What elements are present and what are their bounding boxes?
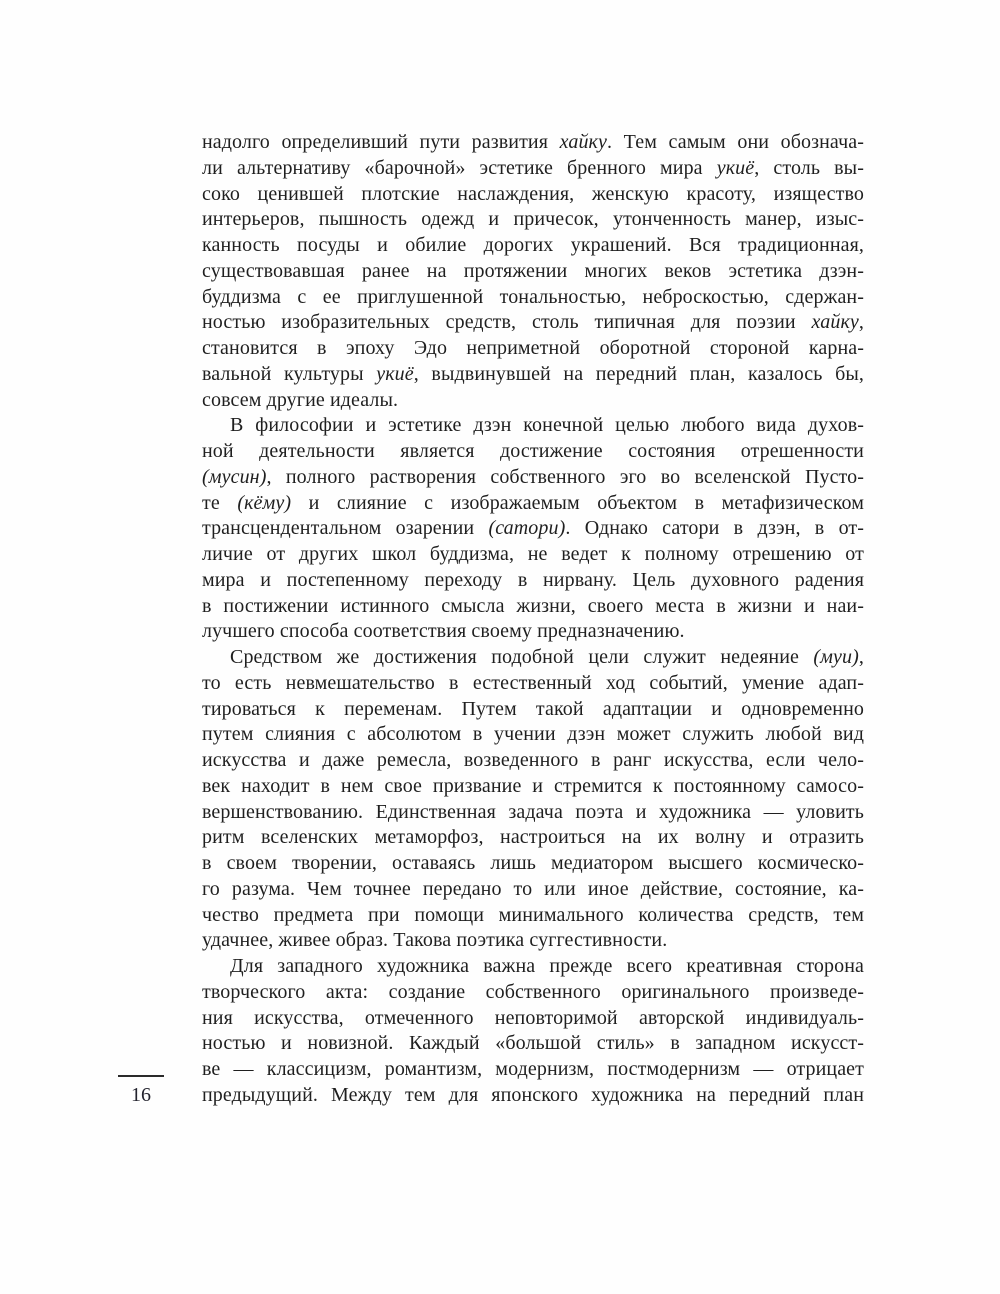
italic-term: укиё <box>716 156 755 179</box>
text-segment: ния искусства, отмеченного неповторимой авторской индивидуаль- <box>202 1006 864 1029</box>
text-segment: личие от других школ буддизма, не ведет к полному отрешению от <box>202 543 864 565</box>
text-segment: буддизма с ее приглушенной тональностью, неброскостью, сдержан- <box>202 285 864 308</box>
text-segment: ритм вселенских метаморфоз, настроиться на их волну и отразить <box>202 826 864 849</box>
italic-term: (мусин) <box>202 465 267 488</box>
text-segment: творческого акта: создание собственного оригинального произведе- <box>202 980 864 1003</box>
text-line <box>202 156 864 182</box>
text-segment: го разума. Чем точнее передано то или иное действие, состояние, ка- <box>202 877 864 900</box>
text-segment: надолго определивший пути развития <box>202 131 560 153</box>
text-line <box>202 980 864 1006</box>
text-line <box>202 774 864 800</box>
text-line <box>202 388 864 414</box>
text-segment: канность посуды и обилие дорогих украшений. Вся традиционная, <box>202 234 864 256</box>
text-segment: в постижении истинного смысла жизни, своего места в жизни и наи- <box>202 594 864 617</box>
text-line <box>202 259 864 285</box>
text-line <box>202 877 864 903</box>
text-segment: становится в эпоху Эдо неприметной оборотной стороной карна- <box>202 337 864 359</box>
text-line <box>202 671 864 697</box>
text-segment: ностью и новизной. Каждый «большой стиль» в западном искусст- <box>202 1032 864 1055</box>
text-segment: вершенствованию. Единственная задача поэта и художника — уловить <box>202 800 864 823</box>
text-segment: век находит в нем свое призвание и стремится к постоянному самосо- <box>202 774 864 797</box>
text-line <box>202 413 864 439</box>
text-line <box>202 336 864 362</box>
text-line <box>202 1083 864 1109</box>
text-segment: тироваться к переменам. Путем такой адаптации и одновременно <box>202 697 864 720</box>
text-line <box>202 310 864 336</box>
text-line <box>202 954 864 980</box>
text-segment: , выдвинувшей на передний план, казалось бы, <box>413 362 864 385</box>
text-line <box>202 1031 864 1057</box>
text-segment: совсем другие идеалы. <box>202 388 399 411</box>
text-line <box>202 851 864 877</box>
text-line <box>202 465 864 491</box>
text-segment: , <box>858 311 864 334</box>
italic-term: хайку <box>811 311 859 334</box>
text-line <box>202 233 864 259</box>
text-segment: и слияние с изображаемым объектом в метафизическом <box>291 491 864 514</box>
text-line <box>202 1006 864 1032</box>
text-segment: соко ценившей плотские наслаждения, женскую красоту, изящество <box>202 182 864 205</box>
text-line <box>202 594 864 620</box>
text-line <box>202 439 864 465</box>
text-segment: , полного растворения собственного эго во вселенской Пусто- <box>266 465 864 488</box>
text-line <box>202 722 864 748</box>
text-segment: то есть невмешательство в естественный ход событий, умение адап- <box>202 671 864 694</box>
text-segment: искусства и даже ремесла, возведенного в ранг искусства, если чело- <box>202 749 864 771</box>
text-line <box>202 130 864 156</box>
text-segment: ностью изобразительных средств, столь типичная для поэзии <box>202 311 812 334</box>
text-line <box>202 825 864 851</box>
italic-term: (кёму) <box>237 491 292 514</box>
text-segment: . Однако сатори в дзэн, в от- <box>565 517 864 540</box>
text-segment: ной деятельности является достижение состояния отрешенности <box>202 440 864 462</box>
text-line <box>202 619 864 645</box>
text-block <box>202 130 864 1109</box>
text-segment: Средством же достижения подобной цели служит недеяние <box>230 646 814 668</box>
text-segment: предыдущий. Между тем для японского художника на передний план <box>202 1083 864 1106</box>
text-line <box>202 362 864 388</box>
text-segment: в своем творении, оставаясь лишь медиатором высшего космическо- <box>202 852 864 874</box>
page-number-block <box>116 1075 166 1106</box>
text-line <box>202 491 864 517</box>
text-line <box>202 182 864 208</box>
text-segment: . Тем самым они обознача- <box>606 131 864 153</box>
text-segment: , столь вы- <box>754 156 864 179</box>
text-segment: Для западного художника важна прежде всего креативная сторона <box>230 955 864 977</box>
text-line <box>202 1057 864 1083</box>
text-segment: В философии и эстетике дзэн конечной целью любого вида духов- <box>230 414 864 437</box>
page-number: 16 <box>131 1084 151 1106</box>
text-segment: ве — классицизм, романтизм, модернизм, постмодернизм — отрицает <box>202 1058 864 1080</box>
text-line <box>202 568 864 594</box>
text-line <box>202 285 864 311</box>
text-line <box>202 697 864 723</box>
text-line <box>202 748 864 774</box>
text-segment: , <box>858 646 864 668</box>
italic-term: (муи) <box>813 646 859 668</box>
text-segment: те <box>202 491 238 514</box>
text-segment: чество предмета при помощи минимального количества средств, тем <box>202 903 864 926</box>
text-segment: мира и постепенному переходу в нирвану. Цель духовного радения <box>202 568 864 591</box>
text-line <box>202 542 864 568</box>
text-segment: существовавшая ранее на протяжении многих веков эстетика дзэн- <box>202 259 864 282</box>
text-segment: лучшего способа соответствия своему предназначению. <box>202 620 685 643</box>
text-segment: вальной культуры <box>202 362 377 385</box>
italic-term: (сатори) <box>488 517 566 540</box>
text-segment: удачнее, живее образ. Такова поэтика суггестивности. <box>202 929 668 952</box>
text-segment: трансцендентальном озарении <box>202 517 489 540</box>
text-line <box>202 516 864 542</box>
text-line <box>202 207 864 233</box>
page-number-rule <box>118 1075 164 1077</box>
italic-term: хайку <box>559 131 607 153</box>
text-segment: ли альтернативу «барочной» эстетике бренного мира <box>202 156 717 179</box>
text-line <box>202 800 864 826</box>
text-line <box>202 903 864 929</box>
italic-term: укиё <box>376 362 414 385</box>
text-segment: интерьеров, пышность одежд и причесок, утонченность манер, изыс- <box>202 208 864 231</box>
text-segment: путем слияния с абсолютом в учении дзэн может служить любой вид <box>202 723 864 746</box>
text-line <box>202 645 864 671</box>
text-line <box>202 928 864 954</box>
